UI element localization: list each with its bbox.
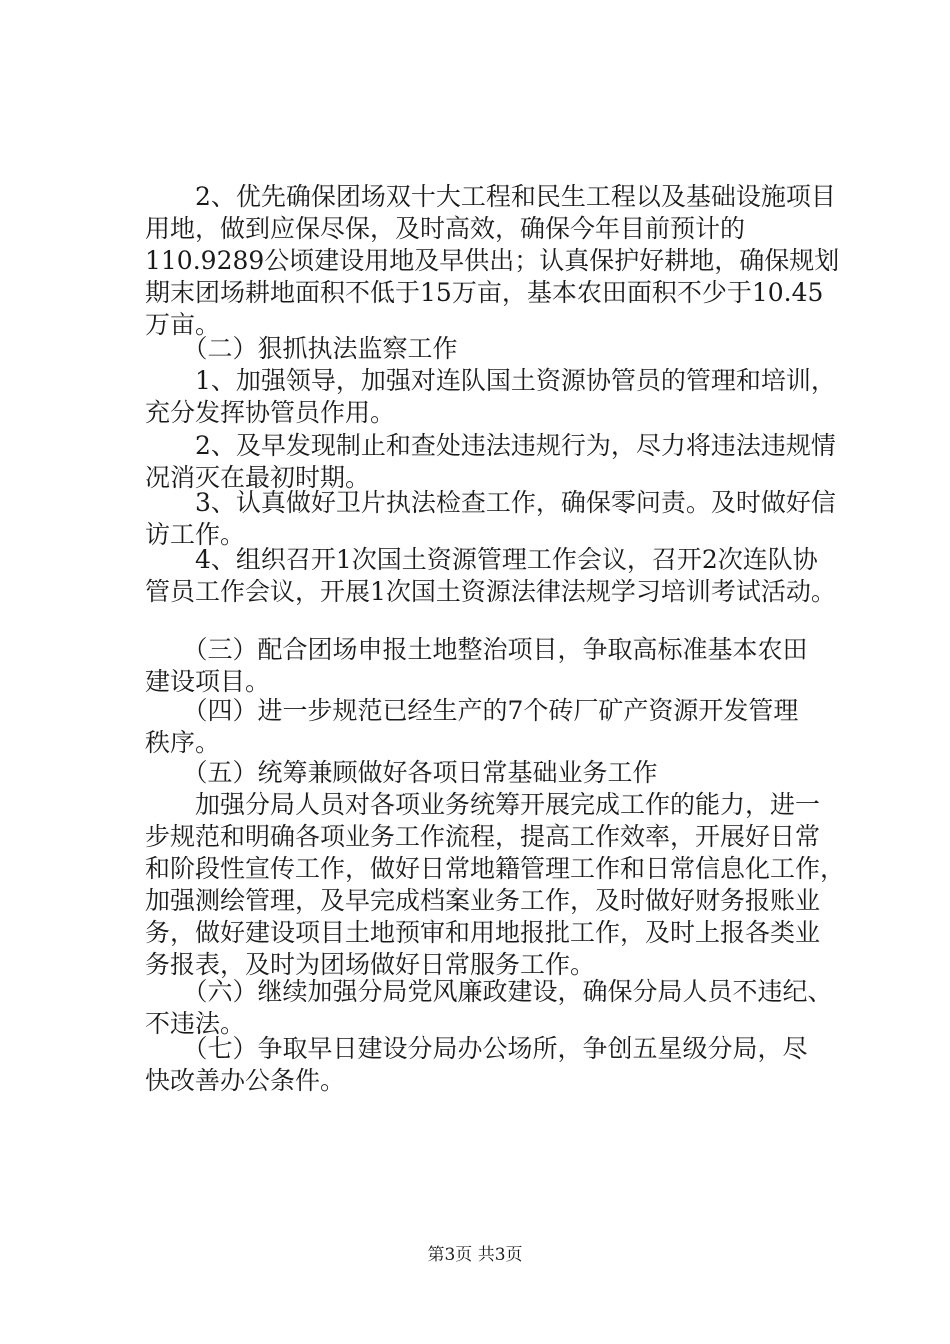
paragraph-line: 2、优先确保团场双十大工程和民生工程以及基础设施项目 [145, 182, 836, 211]
paragraph-line: 步规范和明确各项业务工作流程，提高工作效率，开展好日常 [145, 822, 821, 851]
paragraph-line: 秩序。 [145, 728, 221, 757]
page-footer: 第3页 共3页 [427, 1245, 523, 1265]
paragraph-line: （四）进一步规范已经生产的7个砖厂矿产资源开发管理 [145, 696, 799, 725]
paragraph-line: 建设项目。 [145, 667, 271, 696]
paragraph-line: 4、组织召开1次国土资源管理工作会议，召开2次连队协 [145, 545, 818, 574]
paragraph-line: 况消灭在最初时期。 [145, 463, 371, 492]
paragraph-line: 充分发挥协管员作用。 [145, 398, 396, 427]
paragraph-line: 用地，做到应保尽保，及时高效，确保今年目前预计的 [145, 214, 746, 243]
paragraph-line: 不违法。 [145, 1009, 246, 1038]
paragraph-line: 1、加强领导，加强对连队国土资源协管员的管理和培训， [145, 366, 836, 395]
paragraph-line: 访工作。 [145, 520, 246, 549]
paragraph-line: 和阶段性宣传工作，做好日常地籍管理工作和日常信息化工作， [145, 854, 846, 883]
paragraph-line: 期末团场耕地面积不低于15万亩，基本农田面积不少于10.45 [145, 278, 824, 307]
paragraph-line: 快改善办公条件。 [145, 1066, 346, 1095]
paragraph-line: 110.9289公顷建设用地及早供出；认真保护好耕地，确保规划 [145, 246, 840, 275]
paragraph-line: 加强分局人员对各项业务统筹开展完成工作的能力，进一 [145, 790, 821, 819]
paragraph-line: 万亩。 [145, 310, 221, 339]
paragraph-line: （五）统筹兼顾做好各项日常基础业务工作 [145, 758, 658, 787]
paragraph-line: 务，做好建设项目土地预审和用地报批工作，及时上报各类业 [145, 918, 821, 947]
paragraph-line: （六）继续加强分局党风廉政建设，确保分局人员不违纪、 [145, 977, 833, 1006]
paragraph-line: 务报表，及时为团场做好日常服务工作。 [145, 950, 596, 979]
paragraph-line: （七）争取早日建设分局办公场所，争创五星级分局，尽 [145, 1034, 808, 1063]
paragraph-line: 3、认真做好卫片执法检查工作，确保零问责。及时做好信 [145, 488, 836, 517]
paragraph-line: 管员工作会议，开展1次国土资源法律法规学习培训考试活动。 [145, 577, 836, 606]
paragraph-line: （三）配合团场申报土地整治项目，争取高标准基本农田 [145, 635, 808, 664]
paragraph-line: 加强测绘管理，及早完成档案业务工作，及时做好财务报账业 [145, 886, 821, 915]
paragraph-line: （二）狠抓执法监察工作 [145, 334, 458, 363]
paragraph-line: 2、及早发现制止和查处违法违规行为，尽力将违法违规情 [145, 431, 836, 460]
